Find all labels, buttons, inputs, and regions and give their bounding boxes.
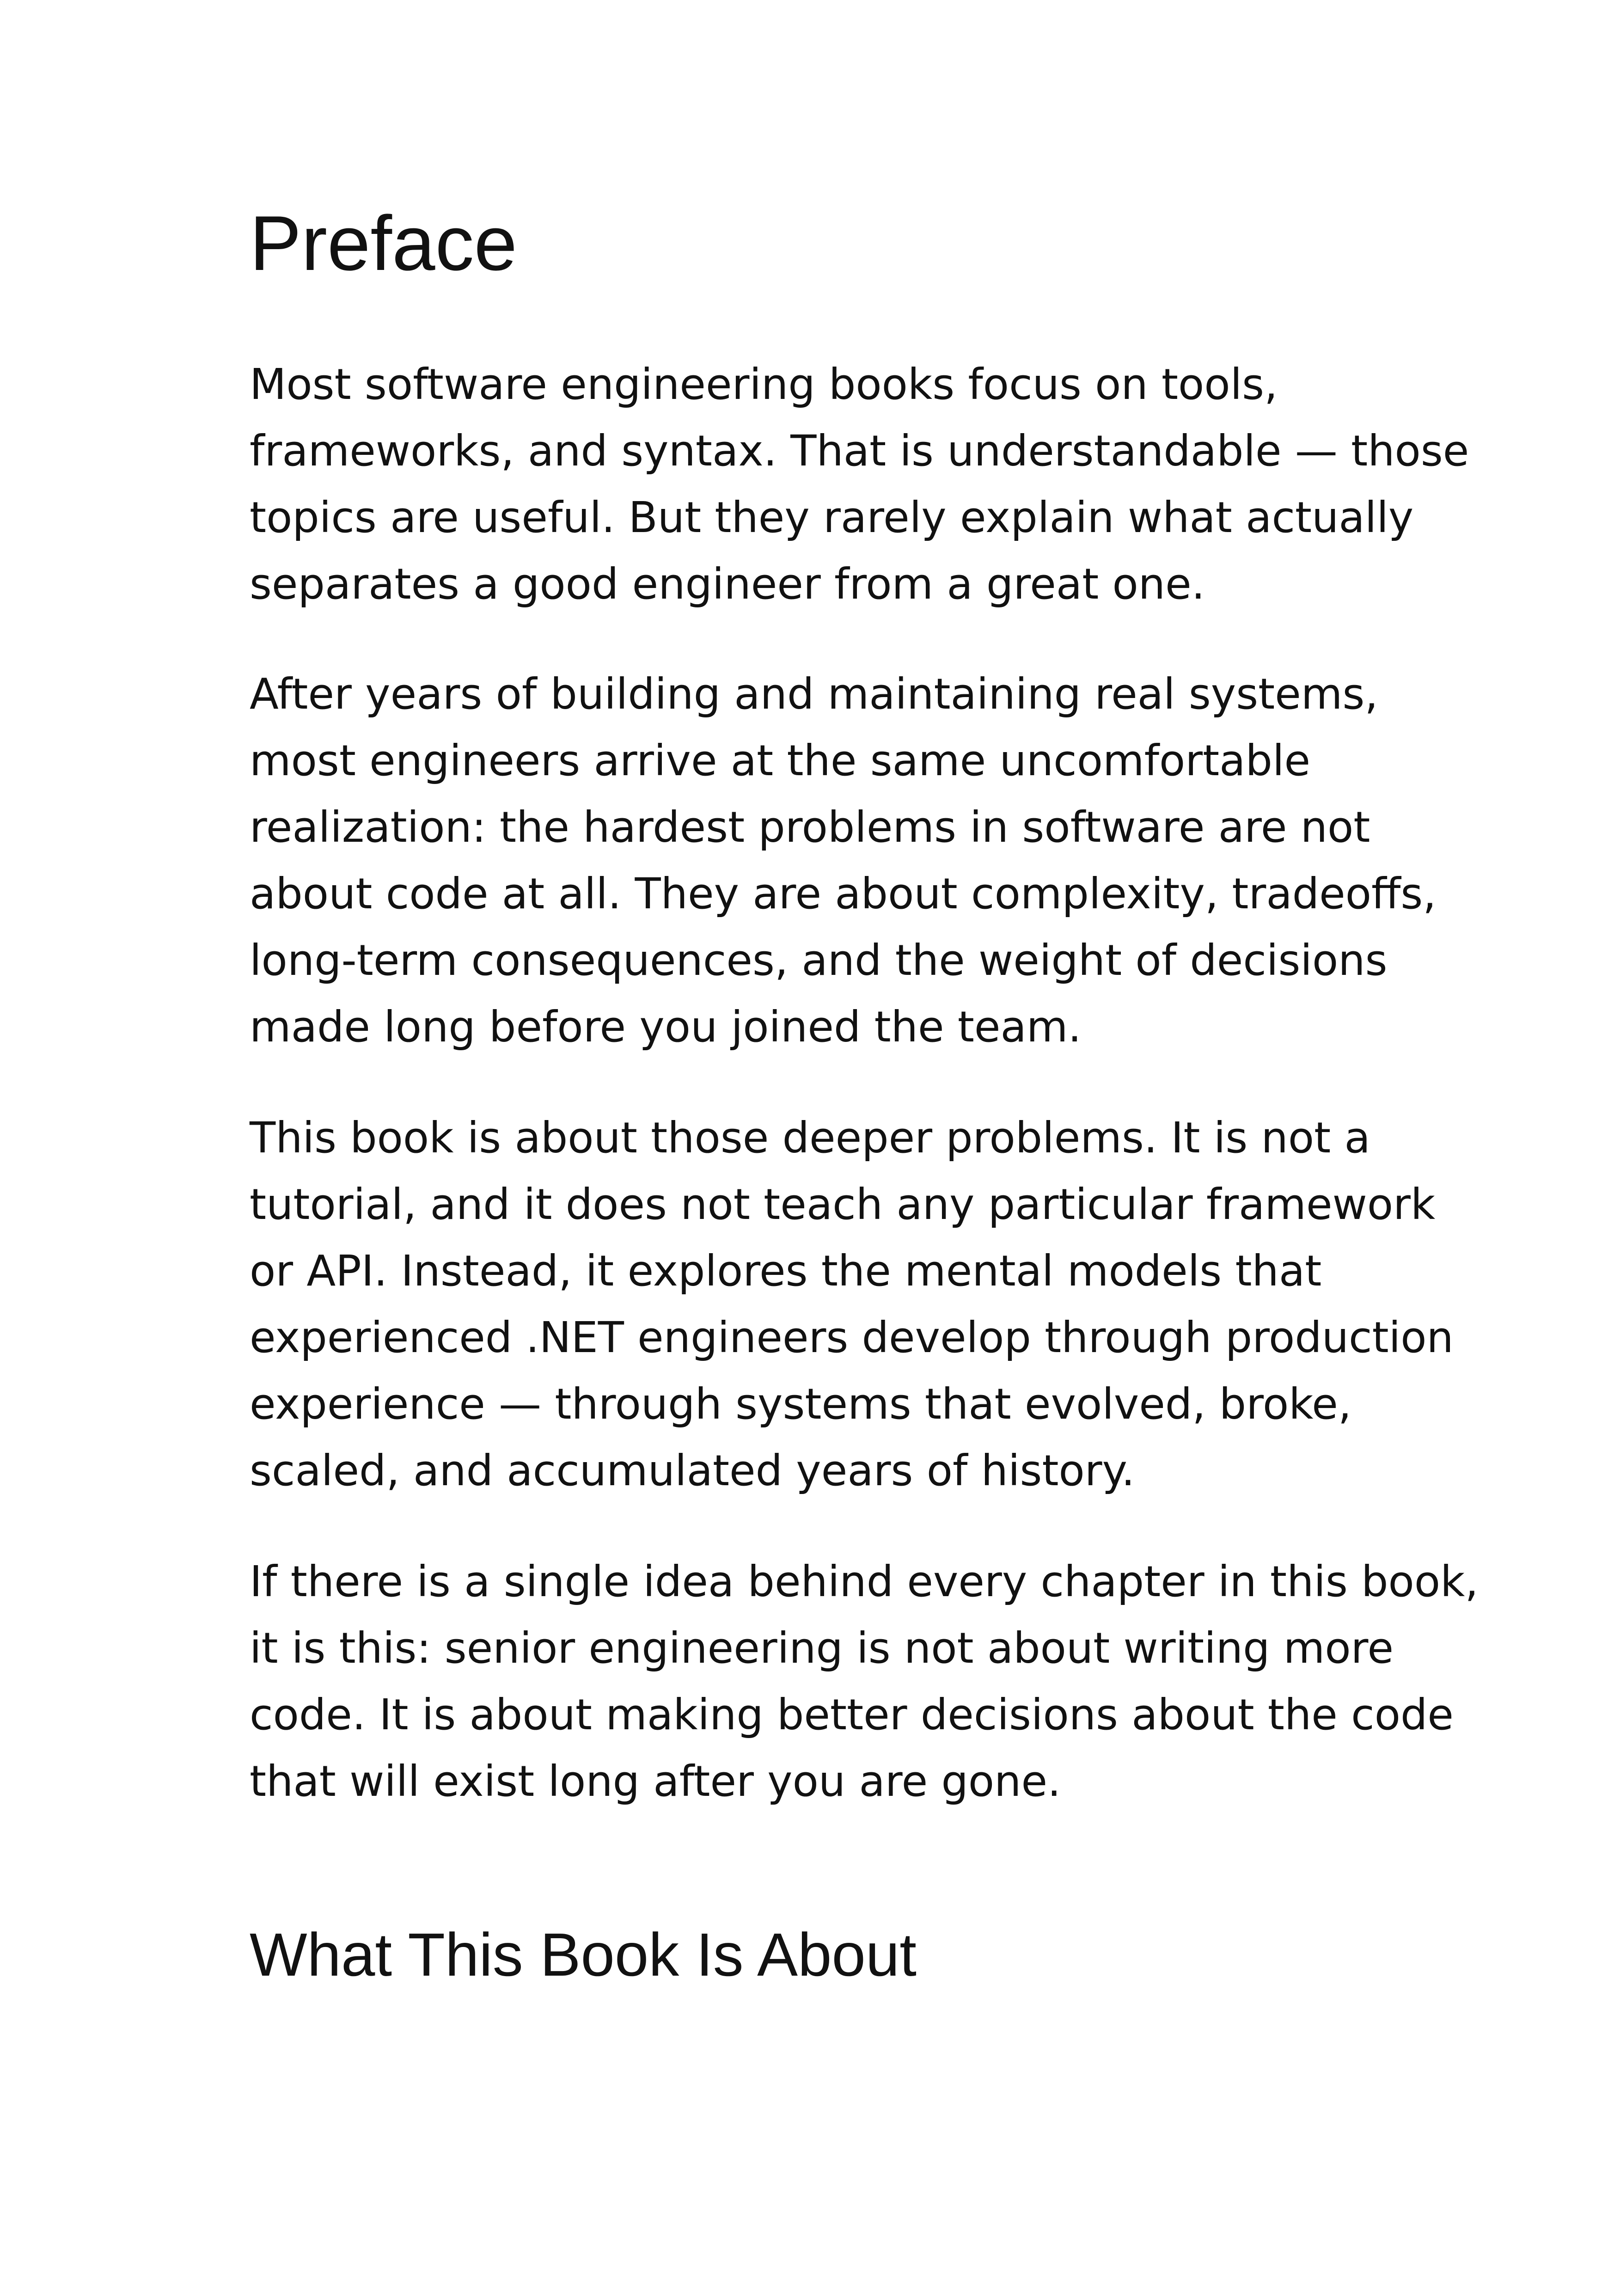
paragraph-2 bbox=[250, 661, 1437, 1060]
paragraph-line: Most software engineering books focus on tools, bbox=[250, 360, 1278, 409]
page-content bbox=[250, 199, 1479, 1989]
paragraph-line: it is this: senior engineering is not about writing more bbox=[250, 1623, 1394, 1673]
paragraph-line: topics are useful. But they rarely explain what actually bbox=[250, 493, 1414, 542]
paragraph-line: tutorial, and it does not teach any particular framework bbox=[250, 1180, 1436, 1229]
paragraph-line: If there is a single idea behind every chapter in this book, bbox=[250, 1557, 1479, 1606]
paragraph-line: scaled, and accumulated years of history. bbox=[250, 1446, 1135, 1495]
paragraph-line: realization: the hardest problems in software are not bbox=[250, 802, 1370, 852]
paragraph-line: most engineers arrive at the same uncomfortable bbox=[250, 736, 1311, 785]
paragraph-line: that will exist long after you are gone. bbox=[250, 1757, 1061, 1806]
section-heading: What This Book Is About bbox=[250, 1921, 917, 1989]
paragraph-line: code. It is about making better decisions about the code bbox=[250, 1690, 1454, 1739]
paragraph-line: made long before you joined the team. bbox=[250, 1002, 1082, 1052]
page-title: Preface bbox=[250, 200, 517, 287]
paragraph-line: experienced .NET engineers develop through production bbox=[250, 1313, 1454, 1362]
paragraph-line: experience — through systems that evolved, broke, bbox=[250, 1379, 1352, 1429]
paragraph-line: frameworks, and syntax. That is understandable — those bbox=[250, 426, 1469, 476]
paragraph-4 bbox=[250, 1549, 1479, 1815]
paragraph-line: or API. Instead, it explores the mental models that bbox=[250, 1246, 1322, 1296]
paragraph-line: long-term consequences, and the weight of decisions bbox=[250, 936, 1388, 985]
paragraph-line: separates a good engineer from a great one. bbox=[250, 559, 1205, 609]
paragraph-line: about code at all. They are about complexity, tradeoffs, bbox=[250, 869, 1437, 918]
paragraph-line: After years of building and maintaining real systems, bbox=[250, 669, 1378, 719]
paragraph-1 bbox=[250, 351, 1469, 618]
paragraph-3 bbox=[250, 1105, 1454, 1504]
paragraph-line: This book is about those deeper problems. It is not a bbox=[250, 1113, 1370, 1163]
